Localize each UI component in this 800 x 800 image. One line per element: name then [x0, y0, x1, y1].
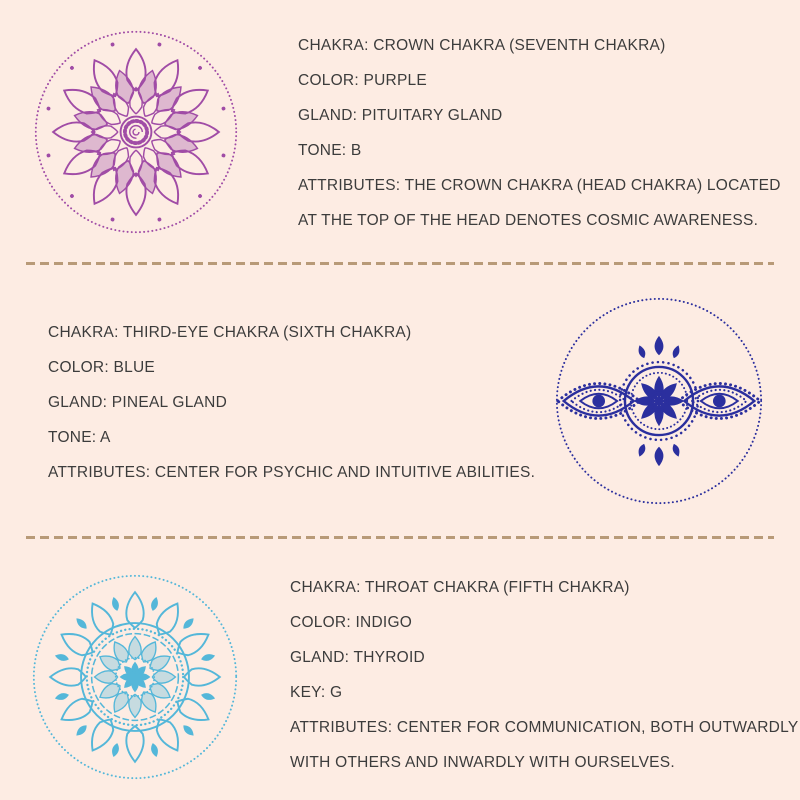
throat-mandala-icon [29, 571, 241, 783]
throat-chakra-details [290, 570, 798, 780]
section-divider [26, 536, 774, 539]
chakra-name-line: CHAKRA: THROAT CHAKRA (FIFTH CHAKRA) [290, 579, 630, 596]
attributes-line: ATTRIBUTES: THE CROWN CHAKRA (HEAD CHAKRA) LOCATED [298, 177, 781, 194]
crown-chakra-illustration [30, 26, 242, 238]
crown-chakra-details [298, 28, 781, 238]
attributes-line-2: AT THE TOP OF THE HEAD DENOTES COSMIC AWARENESS. [298, 212, 759, 229]
section-divider [26, 262, 774, 265]
throat-chakra-illustration [29, 571, 241, 783]
color-line: COLOR: PURPLE [298, 72, 428, 89]
third-eye-mandala-icon [552, 294, 766, 508]
tone-line: TONE: A [48, 429, 111, 446]
color-line: COLOR: INDIGO [290, 614, 413, 631]
crown-mandala-icon [30, 26, 242, 238]
attributes-line-2: WITH OTHERS AND INWARDLY WITH OURSELVES. [290, 754, 675, 771]
color-line: COLOR: BLUE [48, 359, 155, 376]
tone-line: TONE: B [298, 142, 362, 159]
gland-line: GLAND: THYROID [290, 649, 425, 666]
third-eye-chakra-details [48, 315, 535, 490]
gland-line: GLAND: PINEAL GLAND [48, 394, 228, 411]
gland-line: GLAND: PITUITARY GLAND [298, 107, 503, 124]
third-eye-chakra-illustration [552, 294, 766, 508]
attributes-line: ATTRIBUTES: CENTER FOR PSYCHIC AND INTUITIVE ABILITIES. [48, 464, 536, 481]
chakra-name-line: CHAKRA: CROWN CHAKRA (SEVENTH CHAKRA) [298, 37, 666, 54]
key-line: KEY: G [290, 684, 343, 701]
attributes-line: ATTRIBUTES: CENTER FOR COMMUNICATION, BOTH OUTWARDLY [290, 719, 799, 736]
chakra-name-line: CHAKRA: THIRD-EYE CHAKRA (SIXTH CHAKRA) [48, 324, 412, 341]
